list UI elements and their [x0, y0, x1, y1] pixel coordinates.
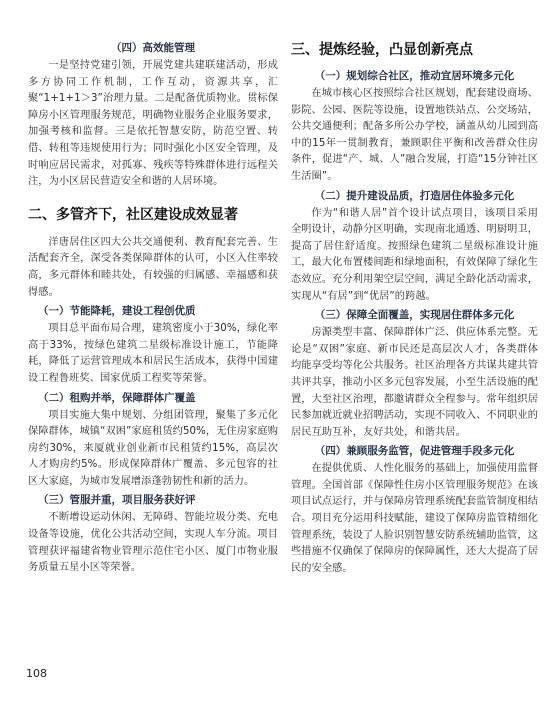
- section-heading-service-supervision: （四）兼顾服务监管，促进管理手段多元化: [314, 445, 515, 458]
- section-heading-construction-quality: （二）提升建设品质，打造居住体验多元化: [314, 189, 515, 202]
- right-column: [291, 40, 538, 577]
- section-heading-energy-saving: （一）节能降耗，建设工程创优质: [38, 305, 196, 318]
- paragraph-service-supervision: 在提供优质、人性化服务的基础上，加强使用监督管理。全国首部《保障性住房小区管理服务规范》在该项目试点运行，并与保障房管理系统配套监管制度相结合。项目充分运用科技赋能，建设了保障房监管精细化管理系统，装设了人脸识别智慧安防系统辅助监管，这些措施不仅确保了保障房的保障属性，还大大提高了居民的安全感。: [291, 463, 538, 574]
- section-heading-management-service: （三）管服并重，项目服务获好评: [38, 494, 196, 507]
- chapter-heading-innovation-highlights: 三、提炼经验，凸显创新亮点: [291, 42, 473, 58]
- left-column: [28, 40, 278, 577]
- paragraph-results-intro: 洋唐居住区四大公共交通便利、教育配套完善、生活配套齐全，深受各类保障群体的认可，小区入住率较高，多元群体和睦共处，有较强的归属感、幸福感和获得感。: [28, 236, 278, 298]
- section-heading-efficient-management: （四）高效能管理: [111, 42, 195, 54]
- section-heading-integrated-community: （一）规划综合社区，推动宜居环境多元化: [314, 70, 515, 82]
- paragraph-efficient-management: 一是坚持党建引领，开展党建共建联建活动，形成多方协同工作机制，工作互动，资源共享，汇聚“1+1+1＞3”治理力量。二是配备优质物业。贯标保障房小区管理服务规范，明确物业服务企业服务要求，加强考核和监督。三是依托智慧安防，防范空置、转借、转租等违规使用行为；同时强化小区安全管理，及时响应居民需求，对孤寡、残疾等特殊群体进行远程关注，为小区居民营造安全和谐的人居环境。: [28, 60, 278, 188]
- paragraph-management-service: 不断增设运动休闲、无障碍、智能垃圾分类、充电设备等设施，优化公共活动空间，实现人车分流。项目管理获评福建省物业管理示范住宅小区、厦门市物业服务质量五星小区等荣誉。: [28, 512, 278, 574]
- paragraph-full-coverage: 房源类型丰富、保障群体广泛、供应体系完整。无论是“双困”家庭、新市民还是高层次人才，各类群体均能享受均等化公共服务。社区治理各方共谋共建共管共评共享，推动小区多元包容发展，小至生活设施的配置，大至社区治理，都邀请群众全程参与。常年组织居民参加就近就业招聘活动，实现不同收入、不同职业的居民互助互补，友好共处，和谐共居。: [291, 327, 538, 438]
- paragraph-rent-and-buy: 项目实施大集中规划、分组团管理，聚集了多元化保障群体，城镇“双困”家庭租赁约50%，无住房家庭购房约30%，来厦就业创业新市民租赁约15%，高层次人才购房约5%。形成保障群体广覆盖、多元包容的社区大家庭，为城市发展增添蓬勃韧性和新的活力。: [28, 409, 278, 487]
- paragraph-integrated-community: 在城市核心区按照综合社区规划，配套建设商场、影院、公园、医院等设施，设置地铁站点、公交场站，公共交通便利；配备多所公办学校，涵盖从幼儿园到高中的15年一贯制教育，兼顾职住平衡和改善群众住房条件，促进“产、城、人”融合发展，打造“15分钟社区生活圈”。: [291, 88, 538, 182]
- chapter-heading-construction-results: 二、多管齐下，社区建设成效显著: [28, 206, 238, 223]
- section-heading-rent-and-buy: （二）租购并举，保障群体广覆盖: [38, 391, 196, 404]
- page-number: 108: [26, 667, 47, 680]
- paragraph-construction-quality: 作为“和谐人居”首个设计试点项目，该项目采用全明设计，动静分区明确，实现南北通透、明厨明卫，提高了居住舒适度。按照绿色建筑二星级标准设计施工，最大化布置楼间距和绿地面积，有效保障了绿化生态效应。充分利用架空层空间，满足全龄化活动需求，实现从“有居”到“优居”的跨越。: [291, 207, 538, 302]
- paragraph-energy-saving: 项目总平面布局合理，建筑密度小于30%，绿化率高于33%，按绿色建筑二星级标准设计施工，节能降耗，降低了运营管理成本和居民生活成本，获得中国建设工程鲁班奖、国家优质工程奖等荣誉。: [28, 323, 278, 384]
- section-heading-full-coverage: （三）保障全面覆盖，实现居住群体多元化: [314, 309, 515, 322]
